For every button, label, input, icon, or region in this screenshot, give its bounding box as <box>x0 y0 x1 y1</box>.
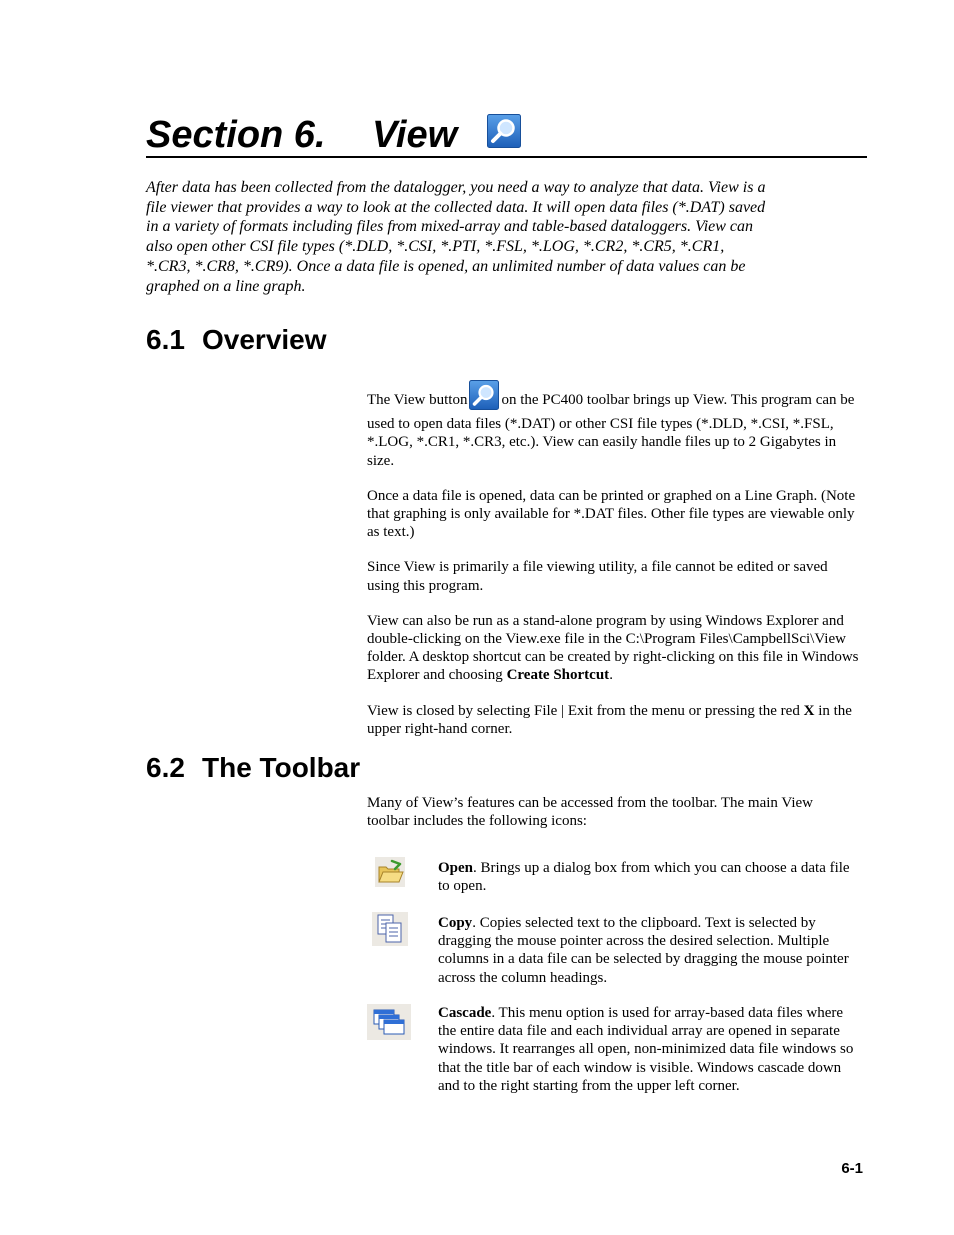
close-x-term: X <box>803 702 815 719</box>
heading-text: Overview <box>202 324 327 355</box>
copy-description <box>438 914 863 987</box>
open-folder-icon <box>375 857 405 892</box>
cascade-description <box>438 1004 863 1095</box>
heading-number: 6.2 <box>146 752 185 783</box>
intro-paragraph: After data has been collected from the datalogger, you need a way to analyze that data. View is a file viewer that provides a way to look at the collected data. It will open data files (*.DAT) saved in a variety of formats including files from mixed-array and table-based dataloggers. View can also open other CSI file types (*.DLD, *.CSI, *.PTI, *.FSL, *.LOG, *.CR2, *.CR5, *.CR1, *.CR3, *.CR8, *.CR9). Once a data file is opened, an unlimited number of data values can be graphed on a line graph. <box>146 179 766 295</box>
overview-paragraph-3: Since View is primarily a file viewing utility, a file cannot be edited or saved using this program. <box>367 559 828 594</box>
text: View is closed by selecting File | Exit from the menu or pressing the red <box>367 702 800 719</box>
heading-text: The Toolbar <box>202 752 361 783</box>
view-button-icon <box>469 380 499 415</box>
item-name: Cascade <box>438 1005 492 1021</box>
cascade-windows-icon <box>367 1004 411 1045</box>
section-number: Section 6. <box>146 114 326 156</box>
toolbar-item-cascade <box>367 1002 863 1098</box>
text: View can also be run as a stand-alone program by using Windows Explorer and double-clicking on the View.exe file in the C:\Program Files\CampbellSci\View folder. A desktop shortcut can be created by right-clicking on this file in Windows Explorer and choosing <box>367 612 859 684</box>
text: The View button <box>367 392 468 408</box>
create-shortcut-term: Create Shortcut <box>506 667 610 684</box>
section-name: View <box>372 114 458 156</box>
item-desc: . Brings up a dialog box from which you can choose a data file to open. <box>438 860 850 895</box>
toolbar-intro <box>367 794 859 847</box>
text: in the upper right-hand corner. <box>367 702 852 737</box>
item-name: Copy <box>438 915 473 931</box>
item-name: Open <box>438 860 474 876</box>
heading-overview <box>146 323 327 357</box>
toolbar-intro-paragraph: Many of View’s features can be accessed from the toolbar. The main View toolbar includes the following icons: <box>367 795 813 830</box>
overview-paragraph-5 <box>367 702 859 738</box>
text: . <box>609 667 613 684</box>
overview-paragraph-4 <box>367 612 859 685</box>
section-intro <box>146 178 772 296</box>
section-title <box>146 112 457 158</box>
copy-icon <box>372 912 408 951</box>
overview-paragraph-2: Once a data file is opened, data can be printed or graphed on a Line Graph. (Note that graphing is only available for *.DAT files. Other file types are viewable only as text.) <box>367 487 856 541</box>
title-rule <box>146 156 867 158</box>
heading-toolbar <box>146 751 360 785</box>
view-magnifier-icon <box>487 114 521 153</box>
text: on the PC400 toolbar brings up View. This program can be used to open data files (*.DAT) or other CSI file types (*.DLD, *.CSI, *.FSL, *.LOG, *.CR1, *.CR3, etc.). View can easily handle files up to 2 Gigabytes in size. <box>367 392 855 469</box>
heading-number: 6.1 <box>146 324 185 355</box>
item-desc: . This menu option is used for array-based data files where the entire data file and each individual array are opened in separate windows. It rearranges all open, non-minimized data file windows so that the title bar of each window is visible. Windows cascade down and to the right starting from the upper left corner. <box>438 1005 854 1094</box>
overview-body <box>367 380 859 755</box>
page-number: 6-1 <box>841 1160 863 1177</box>
item-desc: . Copies selected text to the clipboard. Text is selected by dragging the mouse pointer across the desired selection. Multiple columns in a data file can be selected by dragging the mouse pointer across the column headings. <box>438 915 849 986</box>
overview-paragraph-1 <box>367 380 859 470</box>
toolbar-item-copy <box>367 912 863 996</box>
open-description <box>438 859 863 895</box>
toolbar-item-open <box>367 857 863 901</box>
